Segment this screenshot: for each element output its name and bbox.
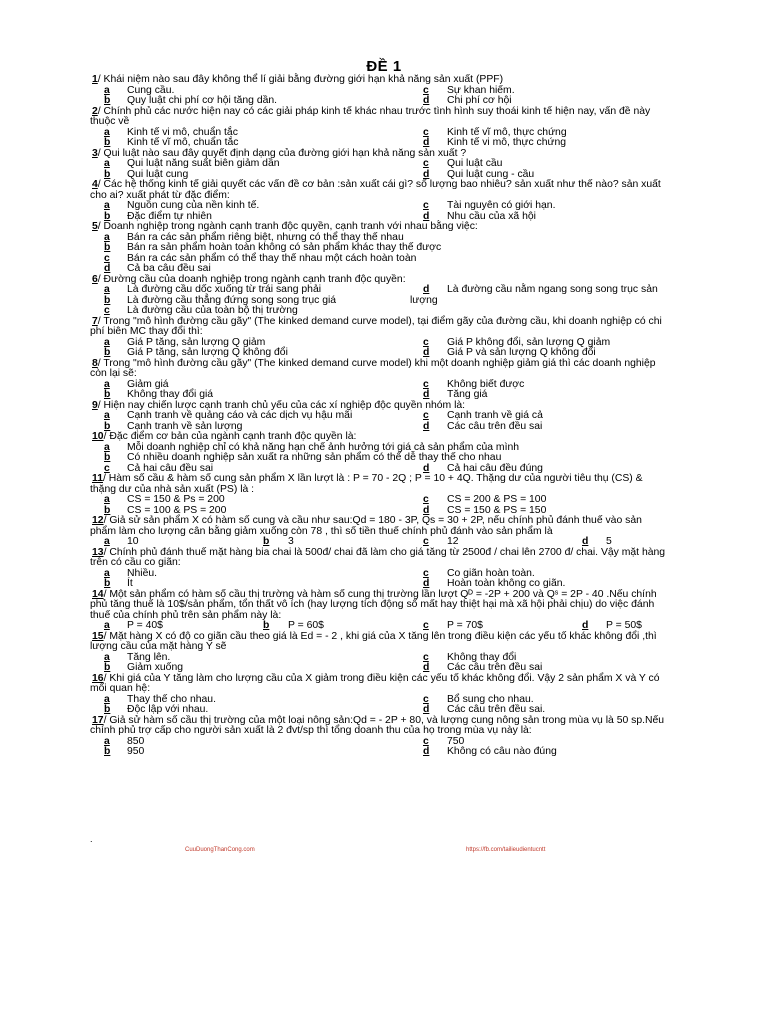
option-label[interactable]: a bbox=[104, 567, 110, 579]
option-text[interactable]: Bán ra sản phẩm hoàn toàn không có sản phẩm khác thay thế được bbox=[127, 242, 442, 253]
option-label[interactable]: c bbox=[423, 200, 429, 211]
option-label[interactable]: a bbox=[104, 494, 110, 505]
question-stem: / Chính phủ các nước hiện nay có các giải pháp kinh tế khác nhau trước tình hình suy thoái kinh tế hiện nay, vấn đề này bbox=[97, 105, 651, 117]
question-text bbox=[0, 222, 768, 233]
option-text[interactable]: Bán ra các sản phẩm có thể thay thế nhau một cách hoàn toàn bbox=[127, 252, 417, 264]
question-text bbox=[0, 401, 768, 412]
question-number: 3 bbox=[92, 147, 98, 159]
question-stem: / Khi giá của Y tăng làm cho lượng cầu của X giảm trong điều kiện các yếu tố khác không đổi. Vậy 2 sản phẩm X và Y có bbox=[103, 672, 660, 684]
question-number: 1 bbox=[92, 74, 98, 85]
option-text[interactable]: 850 bbox=[127, 735, 145, 747]
question-stem: / Một sản phẩm có hàm số cầu thị trường và hàm số cung thị trường lần lượt Qᴰ = -2P + 200 và Qˢ = 2P - 40 .Nếu chính bbox=[103, 588, 657, 600]
option-text[interactable]: Sự khan hiếm. bbox=[447, 84, 515, 96]
option-row bbox=[0, 254, 768, 265]
option-text[interactable]: Không có câu nào đúng bbox=[447, 746, 557, 757]
question-number: 8 bbox=[92, 357, 98, 369]
option-label[interactable]: d bbox=[423, 137, 430, 148]
option-label[interactable]: a bbox=[104, 410, 110, 421]
question-list bbox=[0, 75, 768, 758]
option-label[interactable]: a bbox=[104, 651, 110, 663]
option-text[interactable]: Kinh tế vi mô, thực chứng bbox=[447, 137, 567, 148]
option-label[interactable]: c bbox=[423, 126, 429, 138]
option-text[interactable]: Các câu trên đều sai. bbox=[447, 704, 546, 715]
option-label[interactable]: b bbox=[104, 420, 111, 432]
option-text[interactable]: Có nhiều doanh nghiệp sản xuất ra những sản phẩm có thể dễ thay thế cho nhau bbox=[127, 452, 502, 463]
option-text[interactable]: Các câu trên đều sai bbox=[447, 662, 543, 673]
option-text[interactable]: Thay thế cho nhau. bbox=[127, 693, 216, 705]
option-text[interactable]: Kinh tế vĩ mô, thực chứng bbox=[447, 126, 567, 138]
option-label[interactable]: c bbox=[104, 462, 110, 474]
question-stem: trên có cầu co giãn: bbox=[90, 557, 181, 568]
option-label[interactable]: b bbox=[263, 620, 270, 631]
option-row bbox=[0, 453, 768, 464]
page-title: ĐỀ 1 bbox=[366, 58, 402, 75]
question-number: 10 bbox=[92, 431, 104, 442]
question-text bbox=[0, 149, 768, 160]
option-label[interactable]: c bbox=[423, 567, 429, 579]
option-text[interactable]: Các câu trên đều sai bbox=[447, 420, 543, 432]
option-text[interactable]: Giảm xuống bbox=[127, 662, 184, 673]
option-row bbox=[0, 128, 768, 139]
option-label[interactable]: b bbox=[104, 137, 111, 148]
option-text[interactable]: Cạnh tranh về giá cả bbox=[447, 410, 543, 421]
option-text[interactable]: Qui luật cung bbox=[127, 168, 189, 180]
question-text-continued bbox=[0, 684, 768, 695]
option-label[interactable]: c bbox=[104, 305, 110, 316]
option-text[interactable]: Bổ sung cho nhau. bbox=[447, 693, 534, 705]
option-label[interactable]: b bbox=[104, 347, 111, 358]
question-stem: / Đường cầu của doanh nghiệp trong ngành cạnh tranh độc quyền: bbox=[97, 273, 406, 285]
option-text[interactable]: lượng bbox=[410, 294, 438, 306]
question-text-continued bbox=[0, 527, 768, 538]
option-text[interactable]: Là đường cầu nằm ngang song song trục sản bbox=[447, 284, 658, 295]
option-label[interactable]: d bbox=[423, 95, 430, 106]
option-label[interactable]: d bbox=[423, 210, 430, 222]
option-text[interactable]: P = 50$ bbox=[606, 620, 642, 631]
option-text[interactable]: P = 70$ bbox=[447, 620, 483, 631]
option-row bbox=[0, 653, 768, 664]
option-row bbox=[0, 737, 768, 748]
option-text[interactable]: Mỗi doanh nghiệp chỉ có khả năng hạn chế ảnh hưởng tới giá cả sản phẩm của mình bbox=[127, 441, 520, 453]
question-stem: phẩm làm cho lượng cân bằng giảm xuống còn 78 , thì số tiền thuế chính phủ đánh vào sản phẩm là bbox=[90, 525, 553, 537]
option-text[interactable]: Là đường cầu dốc xuống từ trái sang phải bbox=[127, 284, 322, 295]
question-stem: mối quan hệ: bbox=[90, 683, 151, 694]
option-label[interactable]: c bbox=[423, 536, 429, 547]
option-label[interactable]: d bbox=[582, 536, 589, 547]
option-text[interactable]: Qui luật năng suất biên giảm dần bbox=[127, 158, 280, 169]
option-text[interactable]: Cạnh tranh về quảng cáo và các dịch vụ hậu mãi bbox=[127, 410, 353, 421]
question-stem: thặng dư của nhà sản xuất (PS) là : bbox=[90, 483, 255, 495]
question-stem: / Mặt hàng X có độ co giãn cầu theo giá là Ed = - 2 , khi giá của X tăng lên trong điều kiện các yếu tố khác không đổi ,thì bbox=[103, 630, 657, 642]
option-text[interactable]: Hoàn toàn không co giãn. bbox=[447, 578, 566, 589]
question-number: 2 bbox=[92, 105, 98, 117]
option-label[interactable]: d bbox=[423, 662, 430, 673]
option-label[interactable]: d bbox=[423, 168, 430, 180]
footer-facebook-link[interactable]: https://fb.com/tailieudientucntt bbox=[466, 847, 546, 853]
option-row bbox=[0, 338, 768, 349]
end-mark: . bbox=[90, 834, 93, 844]
option-label[interactable]: a bbox=[104, 284, 110, 295]
option-label[interactable]: d bbox=[423, 347, 430, 358]
option-text[interactable]: Cả ba câu đều sai bbox=[127, 263, 211, 274]
option-row bbox=[0, 695, 768, 706]
option-text[interactable]: 3 bbox=[288, 536, 294, 547]
option-label[interactable]: a bbox=[104, 536, 110, 547]
option-label[interactable]: b bbox=[104, 389, 111, 400]
option-label[interactable]: b bbox=[104, 504, 111, 516]
option-label[interactable]: b bbox=[104, 704, 111, 715]
option-row bbox=[0, 285, 768, 296]
option-text[interactable]: Nhu cầu của xã hội bbox=[447, 210, 536, 222]
option-text[interactable]: Ít bbox=[127, 578, 133, 589]
option-label[interactable]: c bbox=[423, 410, 429, 421]
question-text bbox=[0, 75, 768, 86]
option-text[interactable]: Giá P tăng, sản lượng Q giảm bbox=[127, 336, 266, 348]
option-label[interactable]: b bbox=[104, 578, 111, 589]
question-text-continued bbox=[0, 726, 768, 737]
option-label[interactable]: a bbox=[104, 158, 110, 169]
option-text[interactable]: Qui luật cung - cầu bbox=[447, 168, 535, 180]
option-text[interactable]: 5 bbox=[606, 536, 612, 547]
option-text[interactable]: P = 60$ bbox=[288, 620, 324, 631]
question-stem: thuế của chính phủ trên sản phẩm này là: bbox=[90, 609, 282, 621]
option-text[interactable]: Không thay đổi giá bbox=[127, 389, 214, 400]
question-stem: phí biên MC thay đổi thì: bbox=[90, 326, 203, 337]
question-number: 17 bbox=[92, 714, 104, 726]
question-text-continued bbox=[0, 558, 768, 569]
question-text-continued bbox=[0, 327, 768, 338]
option-text[interactable]: Tăng giá bbox=[447, 389, 488, 400]
option-text[interactable]: Bán ra các sản phẩm riêng biệt, nhưng có thể thay thế nhau bbox=[127, 231, 404, 243]
question-stem: cho ai? xuất phát từ đặc điểm: bbox=[90, 189, 230, 201]
question-number: 14 bbox=[92, 588, 104, 600]
option-label[interactable]: c bbox=[423, 620, 429, 631]
question-text-continued bbox=[0, 611, 768, 622]
option-text[interactable]: Không biết được bbox=[447, 378, 525, 390]
option-label[interactable]: b bbox=[104, 242, 111, 253]
option-text[interactable]: Chi phí cơ hội bbox=[447, 95, 512, 106]
option-row bbox=[0, 380, 768, 391]
question-text bbox=[0, 432, 768, 443]
question-stem: phủ tăng thuế là 10$/sản phẩm, tổn thất vô ích (hay lượng tích động số mất hay thiệt hại mà xã hội phải chịu) do việc đánh bbox=[90, 599, 655, 610]
question-stem: chính phủ trợ cấp cho người sản xuất là 2 đvt/sp thì tổng doanh thu của họ trong mùa vụ này là: bbox=[90, 725, 532, 736]
option-label[interactable]: d bbox=[423, 704, 430, 715]
option-label[interactable]: a bbox=[104, 620, 110, 631]
option-label[interactable]: b bbox=[104, 95, 111, 106]
option-text[interactable]: CS = 150 & PS = 150 bbox=[447, 504, 547, 516]
question-stem: / Khái niệm nào sau đây không thể lí giải bằng đường giới hạn khả năng sản xuất (PPF) bbox=[97, 74, 504, 85]
option-label[interactable]: d bbox=[423, 462, 430, 474]
option-label[interactable]: b bbox=[104, 662, 111, 673]
question-stem: thuộc về bbox=[90, 116, 130, 127]
question-number: 11 bbox=[92, 473, 103, 484]
option-label[interactable]: b bbox=[263, 536, 270, 547]
question-stem: / Chính phủ đánh thuế mặt hàng bia chai là 500đ/ chai đã làm cho giá tăng từ 2500đ / chai lên 2700 đ/ chai. Vậy mặt hàng bbox=[103, 546, 666, 558]
option-label[interactable]: d bbox=[423, 504, 430, 516]
question-number: 7 bbox=[92, 315, 98, 327]
question-number: 9 bbox=[92, 399, 98, 411]
question-number: 13 bbox=[92, 546, 104, 558]
option-row bbox=[0, 159, 768, 170]
option-label[interactable]: a bbox=[104, 200, 110, 211]
question-number: 16 bbox=[92, 672, 104, 684]
question-stem: / Các hệ thống kinh tế giải quyết các vấn đề cơ bản :sản xuất cái gì? số lượng bao nhiêu? sản xuất như thế nào? sản xuất bbox=[97, 179, 661, 190]
question-text-continued bbox=[0, 369, 768, 380]
option-text[interactable]: Giảm giá bbox=[127, 378, 169, 390]
option-text[interactable]: Là đường cầu của toàn bộ thị trường bbox=[127, 305, 298, 316]
option-text[interactable]: CS = 200 & PS = 100 bbox=[447, 494, 547, 505]
option-label[interactable]: b bbox=[104, 168, 111, 180]
option-text[interactable]: Độc lập với nhau. bbox=[127, 704, 209, 715]
option-row bbox=[0, 747, 768, 758]
question-number: 15 bbox=[92, 630, 104, 642]
option-text[interactable]: Không thay đổi bbox=[447, 651, 517, 663]
option-row bbox=[0, 495, 768, 506]
option-label[interactable]: a bbox=[104, 231, 110, 243]
option-row bbox=[0, 201, 768, 212]
option-text[interactable]: Tăng lên. bbox=[127, 651, 171, 663]
option-text[interactable]: Kinh tế vi mô, chuẩn tắc bbox=[127, 126, 238, 138]
option-text[interactable]: Tài nguyên có giới hạn. bbox=[447, 200, 556, 211]
option-text[interactable]: 950 bbox=[127, 746, 145, 757]
option-label[interactable]: d bbox=[423, 389, 430, 400]
option-text[interactable]: P = 40$ bbox=[127, 620, 163, 631]
question-text-continued bbox=[0, 117, 768, 128]
option-label[interactable]: c bbox=[423, 378, 429, 390]
question-number: 12 bbox=[92, 515, 104, 526]
option-text[interactable]: Nhiều. bbox=[127, 567, 158, 579]
option-text[interactable]: CS = 150 & Ps = 200 bbox=[127, 494, 225, 505]
option-row bbox=[0, 243, 768, 254]
option-label[interactable]: c bbox=[423, 84, 429, 96]
option-text[interactable]: Quy luật chi phí cơ hội tăng dần. bbox=[127, 95, 278, 106]
question-stem: lượng cầu của mặt hàng Y sẽ bbox=[90, 641, 227, 652]
option-text[interactable]: Giá P không đổi, sản lượng Q giảm bbox=[447, 336, 611, 348]
option-label[interactable]: c bbox=[423, 735, 429, 747]
option-label[interactable]: b bbox=[104, 210, 111, 222]
option-text[interactable]: Đặc điểm tự nhiên bbox=[127, 210, 212, 222]
question-number: 4 bbox=[92, 179, 98, 190]
option-label[interactable]: c bbox=[104, 252, 110, 264]
option-text[interactable]: Qui luật cầu bbox=[447, 158, 503, 169]
option-label[interactable]: d bbox=[423, 284, 430, 295]
option-row bbox=[0, 86, 768, 97]
question-text-continued bbox=[0, 191, 768, 202]
question-stem: / Đặc điểm cơ bản của ngành cạnh tranh độc quyền là: bbox=[103, 431, 357, 442]
option-text[interactable]: Cung cầu. bbox=[127, 84, 175, 96]
option-label[interactable]: d bbox=[582, 620, 589, 631]
option-label[interactable]: d bbox=[104, 263, 111, 274]
option-text[interactable]: Cạnh tranh về sản lượng bbox=[127, 420, 243, 432]
option-label[interactable]: a bbox=[104, 336, 110, 348]
option-label[interactable]: c bbox=[423, 494, 429, 505]
question-stem: còn lại sẽ: bbox=[90, 368, 137, 379]
option-label[interactable]: a bbox=[104, 735, 110, 747]
option-text[interactable]: Cả hai câu đều sai bbox=[127, 462, 214, 474]
option-label[interactable]: c bbox=[423, 651, 429, 663]
option-text[interactable]: 12 bbox=[447, 536, 459, 547]
option-text[interactable]: Cả hai câu đều đúng bbox=[447, 462, 543, 474]
option-label[interactable]: a bbox=[104, 126, 110, 138]
question-stem: / Hàm số cầu & hàm số cung sản phẩm X lần lượt là : P = 70 - 2Q ; P = 10 + 4Q. Thặng dư của người tiêu thụ (CS) & bbox=[102, 473, 643, 484]
option-text[interactable]: Là đường cầu thẳng đứng song song trục giá bbox=[127, 294, 337, 306]
option-label[interactable]: b bbox=[104, 746, 111, 757]
question-stem: / Giả sử sản phẩm X có hàm số cung và cầu như sau:Qd = 180 - 3P, Qs = 30 + 2P, nếu chính phủ đánh thuế vào sản bbox=[103, 515, 642, 526]
question-stem: / Trong "mô hình đường cầu gãy" (The kinked demand curve model) khi một doanh nghiệp giảm giá thì các doanh nghiệp bbox=[97, 357, 656, 369]
option-label[interactable]: c bbox=[423, 693, 429, 705]
option-label[interactable]: a bbox=[104, 441, 110, 453]
option-label[interactable]: b bbox=[104, 452, 111, 463]
question-stem: / Trong "mô hình đường cầu gãy" (The kinked demand curve model), tại điểm gãy của đường cầu, khi doanh nghiệp có chi bbox=[97, 315, 662, 327]
option-label[interactable]: a bbox=[104, 693, 110, 705]
option-label[interactable]: b bbox=[104, 294, 111, 306]
question-stem: / Qui luật nào sau đây quyết định dạng của đường giới hạn khả năng sản xuất ? bbox=[97, 147, 467, 159]
option-label[interactable]: c bbox=[423, 336, 429, 348]
option-label[interactable]: d bbox=[423, 746, 430, 757]
question-number: 6 bbox=[92, 273, 98, 285]
option-text[interactable]: Kinh tế vĩ mô, chuẩn tắc bbox=[127, 137, 239, 148]
option-text[interactable]: Nguồn cung của nền kinh tế. bbox=[127, 200, 260, 211]
option-row bbox=[0, 411, 768, 422]
option-label[interactable]: d bbox=[423, 420, 430, 432]
option-row bbox=[0, 296, 768, 307]
question-stem: / Doanh nghiệp trong ngành cạnh tranh độc quyền, cạnh tranh với nhau bằng việc: bbox=[97, 221, 478, 232]
option-label[interactable]: d bbox=[423, 578, 430, 589]
question-stem: / Giả sử hàm số cầu thị trường của một loại nông sản:Qd = - 2P + 80, và lượng cung nông sản trong mùa vụ là 50 sp.Nếu bbox=[103, 714, 665, 726]
option-label[interactable]: a bbox=[104, 84, 110, 96]
option-text[interactable]: Co giãn hoàn toàn. bbox=[447, 567, 535, 579]
option-text[interactable]: 10 bbox=[127, 536, 139, 547]
question-stem: / Hiện nay chiến lược cạnh tranh chủ yếu của các xí nghiệp độc quyền nhóm là: bbox=[97, 399, 466, 411]
footer-source-link[interactable]: CuuDuongThanCong.com bbox=[185, 847, 255, 853]
option-text[interactable]: CS = 100 & PS = 200 bbox=[127, 504, 227, 516]
option-text[interactable]: 750 bbox=[447, 735, 465, 747]
question-text-continued bbox=[0, 642, 768, 653]
option-text[interactable]: Giá P và sản lượng Q không đổi bbox=[447, 347, 596, 358]
option-text[interactable]: Giá P tăng, sản lượng Q không đổi bbox=[127, 347, 288, 358]
question-text-continued bbox=[0, 485, 768, 496]
option-label[interactable]: a bbox=[104, 378, 110, 390]
option-label[interactable]: c bbox=[423, 158, 429, 169]
question-number: 5 bbox=[92, 221, 98, 232]
option-row bbox=[0, 569, 768, 580]
